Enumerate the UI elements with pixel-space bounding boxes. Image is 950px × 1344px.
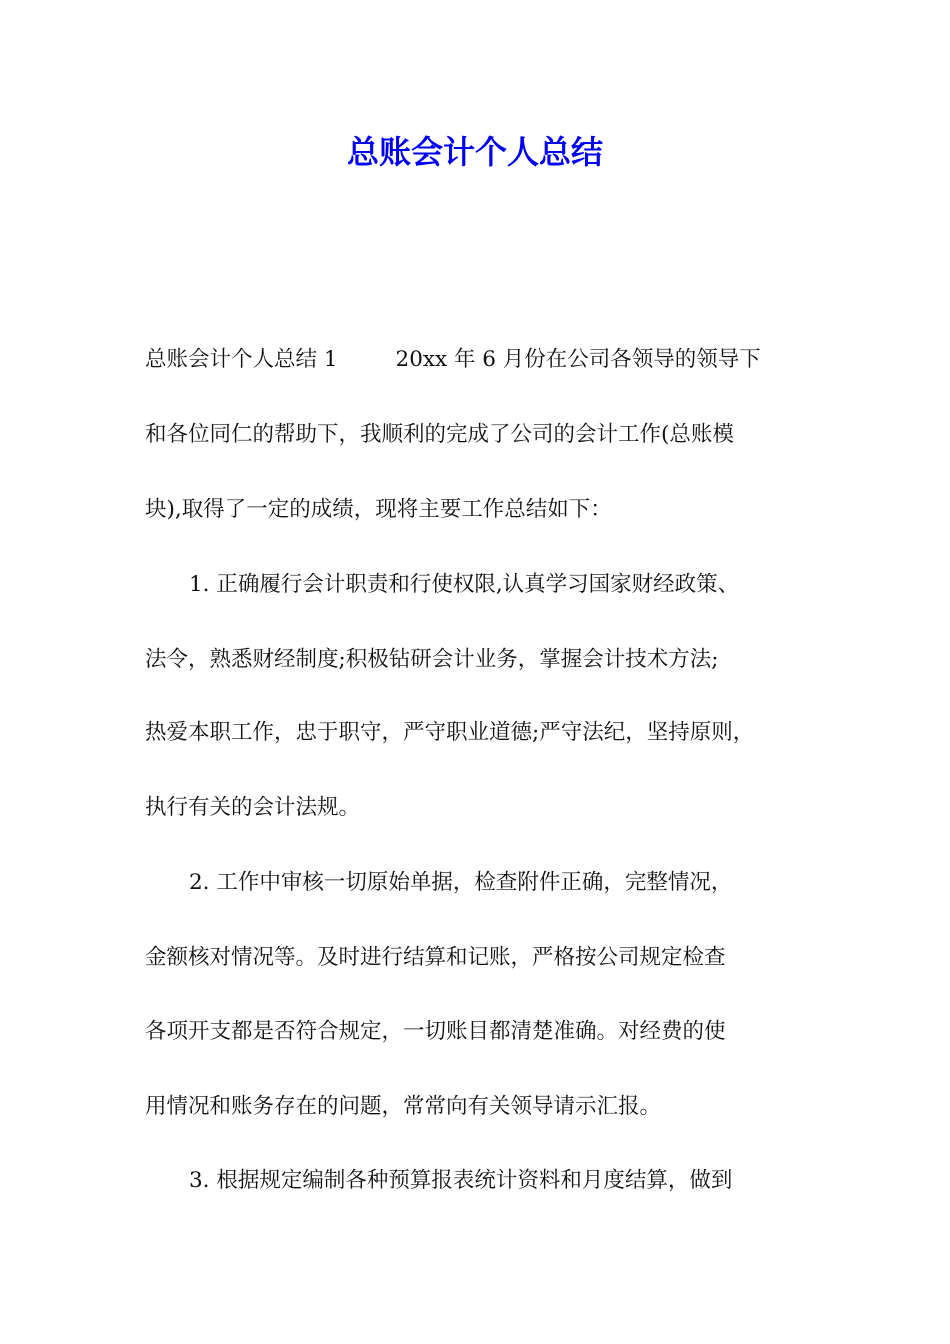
list-item-3-line-1: 3. 根据规定编制各种预算报表统计资料和月度结算，做到 bbox=[189, 1168, 733, 1193]
paragraph-line-2: 和各位同仁的帮助下，我顺利的完成了公司的会计工作(总账模 bbox=[145, 422, 734, 447]
list-item-2-line-2: 金额核对情况等。及时进行结算和记账，严格按公司规定检查 bbox=[145, 945, 726, 970]
list-item-1-line-4: 执行有关的会计法规。 bbox=[145, 795, 361, 820]
document-title: 总账会计个人总结 bbox=[346, 133, 603, 171]
paragraph-opening: 20xx 年 6 月份在公司各领导的领导下 bbox=[395, 347, 761, 372]
list-item-2-line-3: 各项开支都是否符合规定，一切账目都清楚准确。对经费的使 bbox=[145, 1019, 726, 1044]
section-heading: 总账会计个人总结 1 bbox=[145, 347, 338, 372]
list-item-1-line-2: 法令，熟悉财经制度;积极钻研会计业务，掌握会计技术方法; bbox=[145, 647, 719, 672]
paragraph-line-1 bbox=[145, 344, 815, 376]
paragraph-line-3: 块),取得了一定的成绩，现将主要工作总结如下： bbox=[145, 497, 612, 522]
list-item-2-line-1: 2. 工作中审核一切原始单据，检查附件正确，完整情况， bbox=[189, 870, 733, 895]
list-item-1-line-1: 1. 正确履行会计职责和行使权限,认真学习国家财经政策、 bbox=[189, 572, 740, 597]
list-item-1-line-3: 热爱本职工作，忠于职守，严守职业道德;严守法纪，坚持原则， bbox=[145, 720, 755, 745]
list-item-2-line-4: 用情况和账务存在的问题，常常向有关领导请示汇报。 bbox=[145, 1094, 662, 1119]
